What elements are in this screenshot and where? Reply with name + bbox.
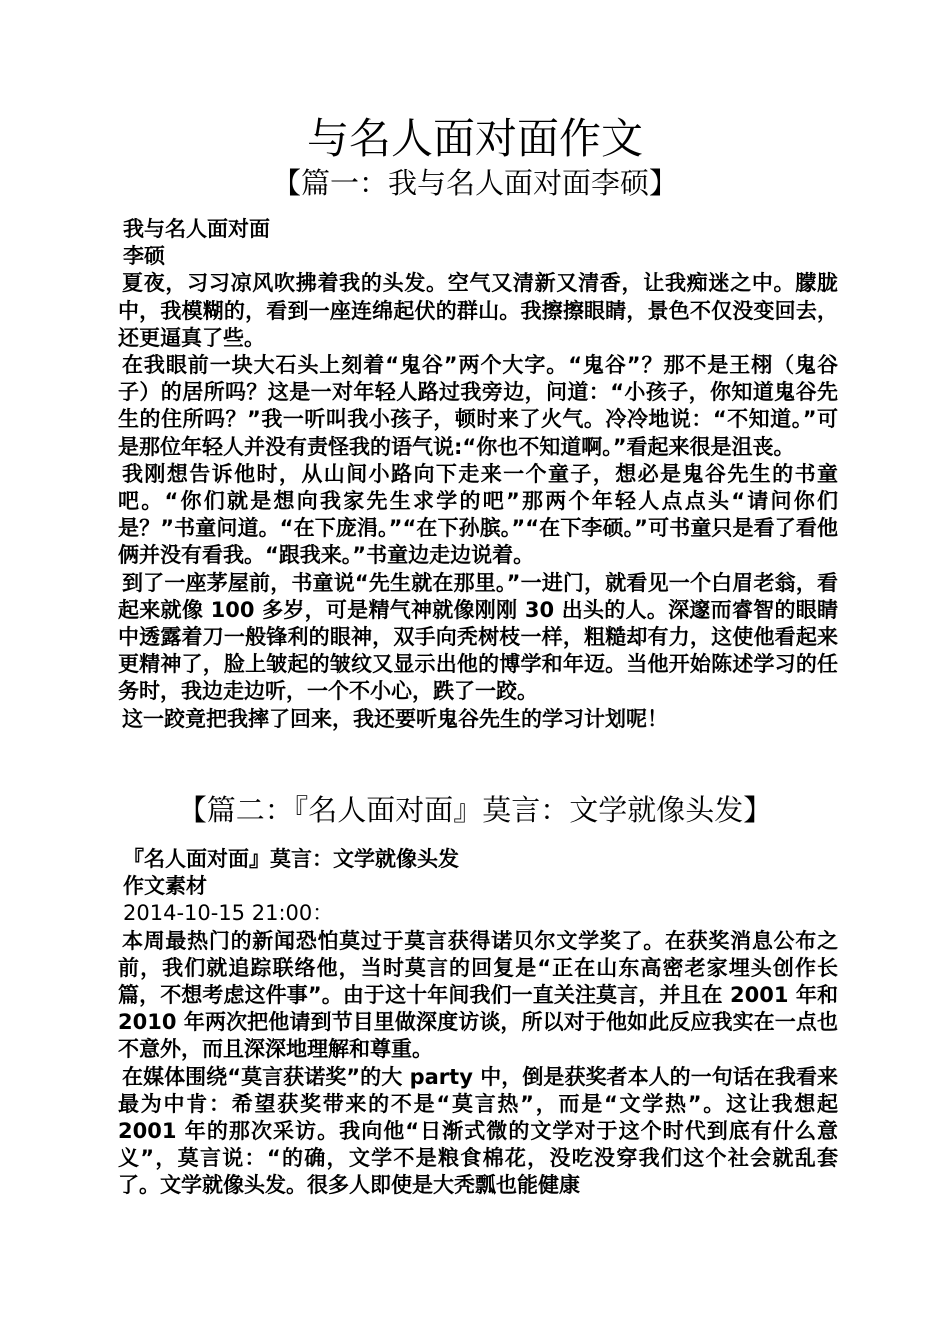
- document-title: 与名人面对面作文: [306, 114, 643, 163]
- section-2-body: [118, 846, 838, 1200]
- author-name: 李硕: [123, 244, 165, 269]
- paragraph: 在我眼前一块大石头上刻着“鬼谷”两个大字。“鬼谷”？那不是王栩（鬼谷子）的居所吗？这是一对年轻人路过我旁边，问道：“小孩子，你知道鬼谷先生的住所吗？”我一听叫我小孩子，顿时来了火气。冷冷地说：“不知道。”可是那位年轻人并没有责怪我的语气说:“你也不知道啊。”看起来很是沮丧。: [118, 353, 838, 459]
- section-heading-1: 【篇一：我与名人面对面李硕】: [271, 166, 678, 200]
- paragraph: 到了一座茅屋前，书童说“先生就在那里。”一进门，就看见一个白眉老翁，看起来就像 100 多岁，可是精气神就像刚刚 30 出头的人。深邃而睿智的眼睛中透露着刀一般锋利的眼神，双手向秃树枝一样，粗糙却有力，这使他看起来更精神了，脸上皱起的皱纹又显示出他的博学和年迈。当他开始陈述学习的任务时，我边走边听，一个不小心，跌了一跤。: [118, 570, 838, 704]
- section-subtitle: 『名人面对面』莫言：文学就像头发: [123, 847, 459, 871]
- section-subtitle: 我与名人面对面: [123, 217, 270, 241]
- paragraph: 在媒体围绕“莫言获诺奖”的大 party 中，倒是获奖者本人的一句话在我看来最为中肯：希望获奖带来的不是“莫言热”，而是“文学热”。这让我想起 2001 年的那次采访。我向他“日渐式微的文学对于这个时代到底有什么意义”，莫言说：“的确，文学不是粮食棉花，没吃没穿我们这个社会就乱套了。文学就像头发。很多人即使是大秃瓢也能健康: [118, 1064, 838, 1198]
- paragraph: 本周最热门的新闻恐怕莫过于莫言获得诺贝尔文学奖了。在获奖消息公布之前，我们就追踪联络他，当时莫言的回复是“正在山东高密老家埋头创作长篇，不想考虑这件事”。由于这十年间我们一直关注莫言，并且在 2001 年和 2010 年两次把他请到节目里做深度访谈，所以对于他如此反应我实在一点也不意外，而且深深地理解和尊重。: [118, 928, 838, 1062]
- paragraph: 我刚想告诉他时，从山间小路向下走来一个童子，想必是鬼谷先生的书童吧。“你们就是想向我家先生求学的吧”那两个年轻人点点头“请问你们是？”书童问道。“在下庞涓。”“在下孙膑。”“在下李硕。”可书童只是看了看他俩并没有看我。“跟我来。”书童边走边说着。: [118, 461, 838, 568]
- paragraph: 夏夜，习习凉风吹拂着我的头发。空气又清新又清香，让我痴迷之中。朦胧中，我模糊的，看到一座连绵起伏的群山。我擦擦眼睛，景色不仅没变回去，还更逼真了些。: [118, 271, 838, 350]
- paragraph: 这一跤竟把我摔了回来，我还要听鬼谷先生的学习计划呢！: [122, 706, 668, 731]
- section-1-body: [118, 216, 838, 733]
- section-heading-2: 【篇二：『名人面对面』莫言：文学就像头发】: [177, 793, 773, 827]
- publish-datetime: 2014-10-15 21:00：: [123, 901, 334, 926]
- category-label: 作文素材: [123, 874, 207, 899]
